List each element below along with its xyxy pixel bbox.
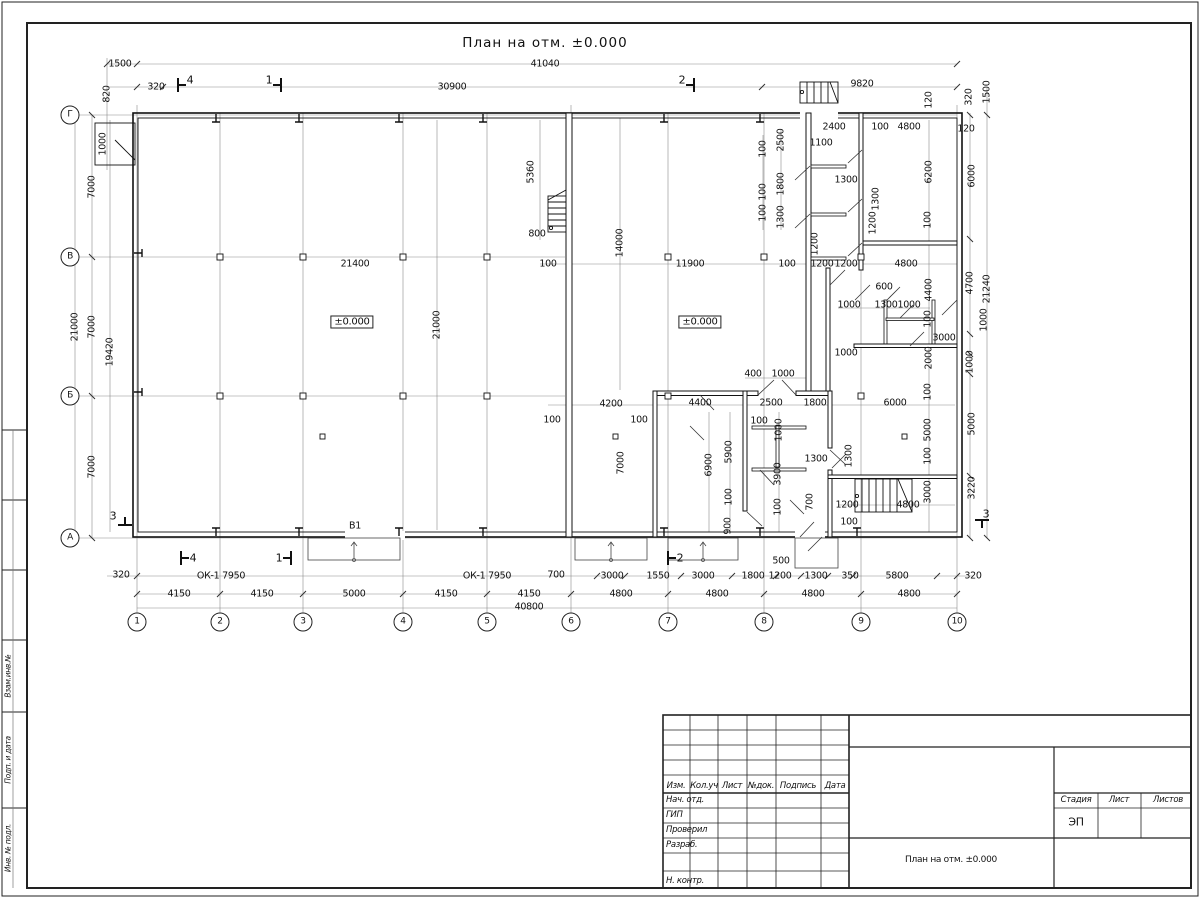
- dim-label: 1000: [964, 350, 976, 374]
- dim-label: 14000: [614, 228, 626, 258]
- section-mark-label: 3: [109, 509, 117, 523]
- dim-label: 5360: [525, 160, 537, 184]
- dim-label: 1000: [837, 299, 861, 311]
- dim-label: 4150: [434, 588, 458, 600]
- dim-label: 4800: [897, 588, 921, 600]
- dim-label: 100: [723, 488, 735, 506]
- dim-label: 6900: [703, 453, 715, 477]
- dim-label: 320: [147, 81, 165, 93]
- page-frame: [2, 2, 1198, 896]
- dim-label: 500: [772, 555, 790, 567]
- titleblock-row-label: Разраб.: [666, 840, 698, 850]
- grid-bubble: Г: [61, 106, 80, 125]
- titleblock-row-label: Нач. отд.: [666, 795, 705, 805]
- dim-label: 320: [112, 569, 130, 581]
- dim-label: 5000: [966, 412, 978, 436]
- gate-aprons: [308, 538, 838, 568]
- titleblock-header: №док.: [747, 781, 775, 791]
- section-mark-label: 2: [676, 551, 684, 565]
- dim-label: 120: [957, 123, 975, 135]
- dim-label: 3220: [966, 476, 978, 500]
- wall-columns: [134, 114, 861, 536]
- dim-label: 6000: [966, 164, 978, 188]
- dim-label: 3900: [772, 462, 784, 486]
- titleblock-header: Изм.: [666, 781, 686, 791]
- section-mark-label: 2: [678, 73, 686, 87]
- grid-bubble: 8: [755, 613, 774, 632]
- dim-label: 7000: [86, 455, 98, 479]
- dim-label: 100: [840, 516, 858, 528]
- section-marks: [118, 78, 989, 565]
- dim-label: 5000: [922, 418, 934, 442]
- section-mark-label: 4: [186, 73, 194, 87]
- dim-label: 6000: [883, 397, 907, 409]
- titleblock-doc-title: План на отм. ±0.000: [905, 855, 997, 865]
- dim-label: 1000: [834, 347, 858, 359]
- dim-label: 4150: [167, 588, 191, 600]
- dim-label: 5800: [885, 570, 909, 582]
- dim-label: 1000: [97, 132, 109, 156]
- dim-label: 4150: [517, 588, 541, 600]
- dim-label: 1300: [804, 453, 828, 465]
- dim-label: 1500: [981, 80, 993, 104]
- dim-label: 4800: [894, 258, 918, 270]
- titleblock-header: Подпись: [779, 781, 817, 791]
- level-mark: ±0.000: [330, 316, 373, 329]
- dim-label: 700: [547, 569, 565, 581]
- dim-label: 100: [922, 310, 934, 328]
- dim-label: 7000: [86, 175, 98, 199]
- dim-label: 1200: [835, 499, 859, 511]
- dim-label: 3000: [691, 570, 715, 582]
- dim-label: 100: [539, 258, 557, 270]
- dim-label: 1300: [843, 444, 855, 468]
- dim-label: 100: [922, 383, 934, 401]
- dim-label: 4800: [705, 588, 729, 600]
- dim-label: 1300: [870, 187, 882, 211]
- margin-strip-label: Взам.инв.№: [3, 654, 13, 698]
- stage-value: ЭП: [1068, 815, 1084, 829]
- titleblock-header: Лист: [721, 781, 743, 791]
- grid-bubble: 3: [294, 613, 313, 632]
- grid-bubble: 1: [128, 613, 147, 632]
- section-mark-label: 4: [189, 551, 197, 565]
- dim-label: 820: [101, 85, 113, 103]
- dim-label: 1300: [775, 205, 787, 229]
- dimension-lines: [75, 58, 987, 613]
- dim-label: 1200: [867, 211, 879, 235]
- dim-label: 350: [841, 570, 859, 582]
- grid-bubble: В: [61, 248, 80, 267]
- dim-label: 2500: [759, 397, 783, 409]
- dim-label: 1100: [809, 137, 833, 149]
- dim-label: 1800: [775, 172, 787, 196]
- dim-label: 100: [750, 415, 768, 427]
- dim-label: 100: [778, 258, 796, 270]
- dim-label: 5000: [342, 588, 366, 600]
- titleblock-row-label: ГИП: [666, 810, 683, 820]
- dim-label: 700: [804, 493, 816, 511]
- window-tag: ОК-1 7950: [462, 570, 512, 582]
- dim-label: 1000: [771, 368, 795, 380]
- dim-label: 100: [772, 498, 784, 516]
- dim-label: 4150: [250, 588, 274, 600]
- dim-label: 100: [922, 211, 934, 229]
- dim-label: 5900: [723, 440, 735, 464]
- dim-label: 400: [744, 368, 762, 380]
- dim-label: 1800: [741, 570, 765, 582]
- grid-bubble: 10: [948, 613, 967, 632]
- grid-bubble: 5: [478, 613, 497, 632]
- dim-label: 1300: [874, 299, 898, 311]
- stairs: [95, 82, 912, 512]
- dim-label: 4800: [801, 588, 825, 600]
- dim-label: 1200: [809, 232, 821, 256]
- section-mark-label: 3: [982, 507, 990, 521]
- dim-label: 2000: [923, 346, 935, 370]
- dim-label: 1000: [978, 308, 990, 332]
- dim-label: 4400: [923, 278, 935, 302]
- dim-label: 1300: [804, 570, 828, 582]
- section-mark-label: 1: [265, 73, 273, 87]
- dim-label: 100: [757, 183, 769, 201]
- margin-strip-label: Подп. и дата: [3, 736, 13, 784]
- grid-bubble: 2: [211, 613, 230, 632]
- dim-label: 3000: [600, 570, 624, 582]
- level-mark: ±0.000: [678, 316, 721, 329]
- dim-label: 600: [875, 281, 893, 293]
- dim-label: 21240: [981, 274, 993, 304]
- titleblock-row-label: Проверил: [666, 825, 708, 835]
- titleblock-header: Дата: [824, 781, 846, 791]
- dim-label: 41040: [530, 58, 560, 70]
- dim-label: 1000: [773, 418, 785, 442]
- dim-label: 6200: [923, 160, 935, 184]
- dim-label: 1800: [803, 397, 827, 409]
- dim-label: 4400: [688, 397, 712, 409]
- dim-label: 100: [543, 414, 561, 426]
- titleblock-header: Лист: [1108, 795, 1130, 805]
- dim-label: 1300: [834, 174, 858, 186]
- titleblock-header: Стадия: [1060, 795, 1092, 805]
- dim-label: 9820: [850, 78, 874, 90]
- dim-label: 120: [923, 91, 935, 109]
- dim-label: 11900: [675, 258, 705, 270]
- dim-label: 100: [871, 121, 889, 133]
- drawing-title: План на отм. ±0.000: [462, 35, 628, 51]
- window-tag: ОК-1 7950: [196, 570, 246, 582]
- dim-label: 4200: [599, 398, 623, 410]
- dim-label: 4800: [896, 499, 920, 511]
- dim-label: 2400: [822, 121, 846, 133]
- dim-label: 100: [757, 204, 769, 222]
- dim-label: 1550: [646, 570, 670, 582]
- dim-label: 19420: [104, 337, 116, 367]
- dim-label: 100: [922, 447, 934, 465]
- interior-columns: [217, 254, 907, 439]
- dim-label: 900: [722, 517, 734, 535]
- dim-label: 2500: [775, 128, 787, 152]
- grid-bubble: 6: [562, 613, 581, 632]
- dim-label: 4700: [964, 271, 976, 295]
- dim-label: 30900: [437, 81, 467, 93]
- dim-label: 7000: [615, 451, 627, 475]
- grid-bubble: 4: [394, 613, 413, 632]
- dim-label: 320: [963, 88, 975, 106]
- titleblock-header: Кол.уч: [690, 781, 718, 791]
- grid-bubble: Б: [61, 387, 80, 406]
- dim-label: 320: [964, 570, 982, 582]
- dim-label: 800: [528, 228, 546, 240]
- dim-label: 7000: [86, 315, 98, 339]
- dim-label: 1200: [810, 258, 834, 270]
- gate-tag: В1: [349, 520, 361, 532]
- titleblock-row-label: Н. контр.: [666, 876, 705, 886]
- dim-label: 1500: [108, 58, 132, 70]
- dim-label: 3000: [922, 480, 934, 504]
- dim-label: 1200: [768, 570, 792, 582]
- dim-label: 1000: [897, 299, 921, 311]
- dim-label: 40800: [514, 601, 544, 613]
- grid-bubble: 7: [659, 613, 678, 632]
- dim-label: 21000: [69, 312, 81, 342]
- dim-label: 4800: [897, 121, 921, 133]
- margin-strip-label: Инв. № подл.: [3, 823, 13, 873]
- dim-label: 21000: [431, 310, 443, 340]
- dim-label: 21400: [340, 258, 370, 270]
- section-mark-label: 1: [275, 551, 283, 565]
- dim-label: 1200: [834, 258, 858, 270]
- grid-bubble: 9: [852, 613, 871, 632]
- dim-label: 3000: [932, 332, 956, 344]
- dim-label: 100: [757, 140, 769, 158]
- dim-label: 100: [630, 414, 648, 426]
- grid-bubble: А: [61, 529, 80, 548]
- dim-label: 4800: [609, 588, 633, 600]
- titleblock-header: Листов: [1153, 795, 1183, 805]
